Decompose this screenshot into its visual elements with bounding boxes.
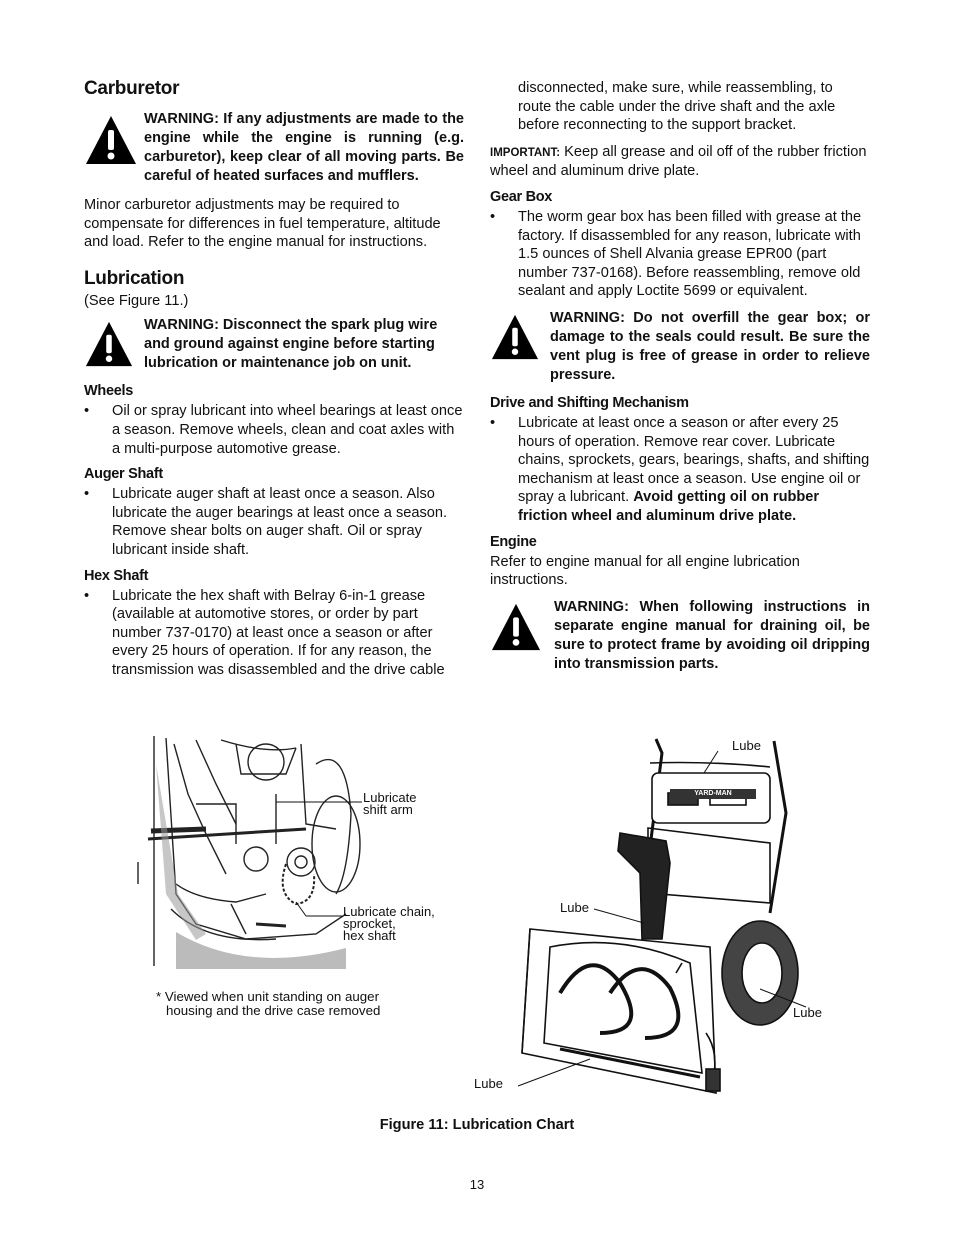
list-item-text: The worm gear box has been filled with grease at the factory. If disassembled for any reason, lubricate with 1.5 ounces of Shell Alvania grease EPR00 (part number 737-0168). Before reassembling, remove old sealant and apply Loctite 5699 or equivalent. [518, 208, 862, 300]
important-note [490, 143, 870, 181]
bullet: • [490, 414, 496, 431]
warning-text: WARNING: When following instructions in separate engine manual for draining oil, be sure to protect frame by avoiding oil dripping into transmission parts. [554, 598, 870, 672]
see-figure-text: (See Figure 11.) [84, 292, 189, 309]
note-line: housing and the drive case removed [166, 1003, 381, 1018]
lubrication-heading: Lubrication [84, 267, 185, 289]
callout-text: shift arm [363, 802, 413, 817]
lubrication-warning [84, 316, 464, 373]
warning-text: WARNING: If any adjustments are made to the engine while the engine is running (e.g. carburetor), keep clear of all moving parts. Be careful of heated surfaces and mufflers. [144, 111, 464, 184]
list-item-text: Oil or spray lubricant into wheel bearings at least once a season. Remove wheels, clean and coat axles with a multi-purpose automotive grease. [112, 403, 463, 457]
list-item [490, 208, 870, 301]
warning-icon [490, 602, 554, 657]
carburetor-heading: Carburetor [84, 78, 180, 99]
bullet: • [490, 208, 496, 225]
lube-label: Lube [793, 1005, 822, 1020]
right-column [490, 79, 870, 684]
engine-warning [490, 598, 870, 674]
snow-thrower-drawing [470, 733, 830, 1103]
carburetor-body: Minor carburetor adjustments may be required to compensate for differences in fuel temperature, altitude and load. Refer to the engine manual for instructions. [84, 197, 441, 251]
engine-heading: Engine [490, 533, 537, 550]
wheels-list [84, 402, 464, 458]
list-item-text: Lubricate at least once a season or after every 25 hours of operation. Remove rear cover. Lubricate chains, sprockets, gears, bearings, shafts, and shifting mechanism at least once a season. Use engine oil or spray a lubricant. [518, 414, 870, 506]
auger-shaft-list [84, 485, 464, 559]
list-item-bold-text: Avoid getting oil on rubber friction wheel and aluminum drive plate. [518, 489, 820, 524]
bullet: • [84, 403, 90, 420]
list-item [84, 485, 464, 559]
list-item-text: Lubricate the hex shaft with Belray 6-in-1 grease (available at automotive stores, or order by part number 737-0170) at least once a season or after every 25 hours of operation. If for any reason, the transmission was disassembled and the drive cable [112, 587, 445, 678]
list-item [84, 402, 464, 458]
lube-label: Lube [474, 1076, 503, 1091]
lube-label: Lube [732, 738, 761, 753]
important-label: IMPORTANT: [490, 146, 561, 159]
lube-label: Lube [560, 900, 589, 915]
callout-shift-arm [363, 792, 416, 816]
list-item [84, 587, 464, 680]
bullet: • [84, 486, 90, 503]
callout-text: hex shaft [343, 928, 396, 943]
callout-chain [343, 906, 435, 942]
note-line: * Viewed when unit standing on auger [156, 989, 380, 1004]
hex-shaft-list [84, 587, 464, 680]
warning-icon [84, 320, 144, 373]
warning-text: WARNING: Do not overfill the gear box; or damage to the seals could result. Be sure the vent plug is free of grease in order to relieve pressure. [550, 309, 870, 383]
brand-label: YARD-MAN [670, 789, 756, 799]
hex-shaft-continuation: disconnected, make sure, while reassembling, to route the cable under the drive shaft and the axle before reconnecting to the support bracket. [518, 80, 836, 134]
callout-text: sprocket, [343, 916, 396, 931]
hex-shaft-heading: Hex Shaft [84, 567, 149, 584]
auger-shaft-heading: Auger Shaft [84, 466, 163, 483]
warning-icon [84, 114, 144, 171]
warning-icon [490, 313, 550, 366]
page-number: 13 [469, 1177, 485, 1192]
list-item [490, 414, 870, 526]
figure-note [156, 990, 380, 1018]
warning-text: WARNING: Disconnect the spark plug wire and ground against engine before starting lubrication or maintenance job on unit. [144, 317, 438, 372]
list-item-text: Lubricate auger shaft at least once a season. Also lubricate the auger bearings at least once a season. Remove shear bolts on auger shaft. Oil or spray lubricant inside shaft. [112, 486, 448, 558]
drive-shifting-heading: Drive and Shifting Mechanism [490, 394, 689, 411]
figure-caption: Figure 11: Lubrication Chart [379, 1117, 575, 1133]
gear-box-heading: Gear Box [490, 188, 553, 205]
left-column [84, 78, 464, 688]
gear-box-warning [490, 309, 870, 385]
bullet: • [84, 587, 90, 604]
important-text: Keep all grease and oil off of the rubber friction wheel and aluminum drive plate. [490, 143, 867, 180]
drive-mechanism-illustration [136, 734, 456, 984]
engine-body: Refer to engine manual for all engine lubrication instructions. [490, 553, 800, 589]
callout-text: Lubricate chain, [343, 904, 435, 919]
carburetor-warning [84, 110, 464, 186]
snow-thrower-illustration [470, 733, 830, 1103]
wheels-heading: Wheels [84, 383, 133, 400]
gear-box-list [490, 208, 870, 301]
drive-shifting-list [490, 414, 870, 526]
callout-text: Lubricate [363, 790, 417, 805]
drive-mechanism-drawing [136, 734, 456, 984]
